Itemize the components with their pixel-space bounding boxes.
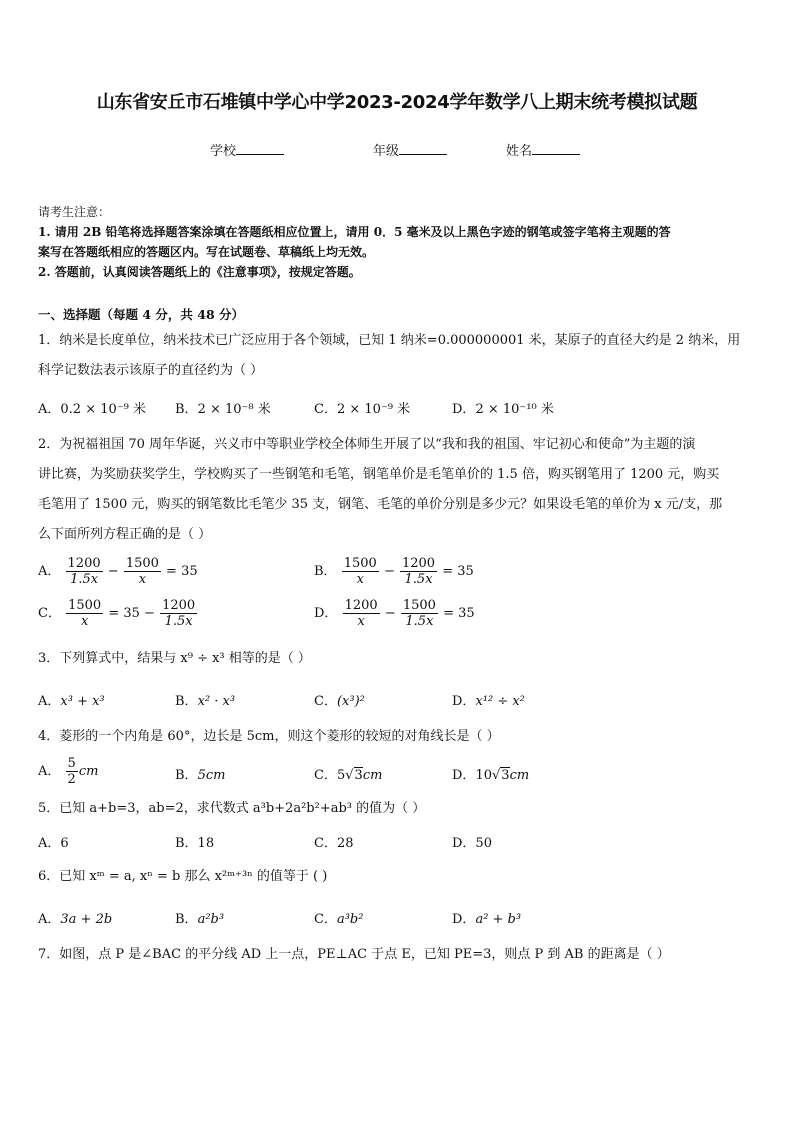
q1-option-c[interactable]	[314, 398, 410, 417]
q1-option-c-label: C．	[314, 402, 337, 417]
q1-option-b[interactable]	[175, 398, 271, 417]
radicand: 3	[501, 768, 510, 783]
grade-blank[interactable]	[399, 142, 447, 155]
q2-option-d-label: D．	[314, 606, 338, 621]
question-2-line-1: 2．为祝福祖国 70 周年华诞，兴义市中等职业学校全体师生开展了以“我和我的祖国、牢记初心和使命”为主题的演	[38, 437, 696, 452]
numerator: 1500	[125, 556, 159, 571]
fraction	[66, 598, 103, 629]
fraction	[66, 556, 103, 587]
denominator: 1.5x	[405, 614, 434, 629]
q4-option-c[interactable]	[314, 764, 382, 783]
name-field	[506, 140, 580, 159]
q6-option-a-label: A．	[38, 912, 61, 927]
q4-option-d-label: D．	[452, 768, 476, 783]
q3-option-c[interactable]	[314, 690, 365, 709]
notice-line-2: 案写在答题纸相应的答题区内。写在试题卷、草稿纸上均无效。	[38, 245, 375, 259]
minus-sign: −	[107, 564, 119, 579]
q3-option-d-value: x¹² ÷ x²	[475, 694, 525, 709]
question-4: 4．菱形的一个内角是 60°，边长是 5cm，则这个菱形的较短的对角线长是（ ）	[38, 729, 500, 744]
question-2-line-3: 毛笔用了 1500 元，购买的钢笔数比毛笔少 35 支，钢笔、毛笔的单价分别是多少元？如果设毛笔的单价为 x 元/支，那	[38, 497, 723, 512]
equals-35: = 35	[442, 564, 474, 579]
fraction	[400, 556, 437, 587]
q6-option-a[interactable]	[38, 908, 112, 927]
fraction	[160, 598, 197, 629]
coefficient: 10	[475, 768, 492, 783]
q3-option-a[interactable]	[38, 690, 105, 709]
q2-option-d[interactable]	[314, 598, 475, 629]
denominator: 1.5x	[70, 572, 99, 587]
q2-option-b-label: B．	[314, 564, 337, 579]
q3-option-b-value: x² · x³	[197, 694, 236, 709]
unit: cm	[509, 768, 530, 783]
question-6: 6．已知 xᵐ = a, xⁿ = b 那么 x²ᵐ⁺³ⁿ 的值等于 ( )	[38, 869, 328, 884]
q2-option-a-label: A．	[38, 564, 61, 579]
question-5: 5．已知 a+b=3，ab=2，求代数式 a³b+2a²b²+ab³ 的值为（ ）	[38, 801, 426, 816]
numerator: 1200	[401, 556, 436, 571]
q1-option-b-value: 2 × 10⁻⁸ 米	[197, 402, 271, 417]
numerator: 5	[67, 756, 76, 771]
grade-label: 年级	[373, 144, 400, 159]
q4-option-c-label: C．	[314, 768, 337, 783]
q4-option-b-label: B．	[175, 768, 198, 783]
name-blank[interactable]	[532, 142, 580, 155]
q6-option-d-label: D．	[452, 912, 476, 927]
q4-option-a[interactable]	[38, 756, 98, 787]
q1-option-c-value: 2 × 10⁻⁹ 米	[336, 402, 411, 417]
school-label: 学校	[210, 144, 237, 159]
q1-option-b-label: B．	[175, 402, 198, 417]
fraction	[401, 598, 438, 629]
q2-option-c-label: C．	[38, 606, 61, 621]
page-title: 山东省安丘市石堆镇中学心中学2023-2024学年数学八上期末统考模拟试题	[96, 92, 698, 113]
fraction	[343, 598, 380, 629]
numerator: 1500	[68, 598, 102, 613]
q3-option-b[interactable]	[175, 690, 235, 709]
minus-sign: −	[384, 606, 396, 621]
q2-option-c[interactable]	[38, 598, 198, 629]
numerator: 1200	[162, 598, 196, 613]
denominator: 1.5x	[164, 614, 193, 629]
q5-option-d[interactable]: D．50	[452, 836, 492, 851]
q3-option-d-label: D．	[452, 694, 476, 709]
notice-line-1: 1. 请用 2B 铅笔将选择题答案涂填在答题纸相应位置上，请用 0．5 毫米及以上黑色字迹的钢笔或签字笔将主观题的答	[38, 225, 671, 239]
q6-option-b-label: B．	[175, 912, 198, 927]
section-heading: 一、选择题（每题 4 分，共 48 分）	[38, 307, 245, 322]
q3-option-a-label: A．	[38, 694, 61, 709]
question-2-line-2: 讲比赛，为奖励获奖学生，学校购买了一些钢笔和毛笔，钢笔单价是毛笔单价的 1.5 倍，购买钢笔用了 1200 元，购买	[38, 467, 720, 482]
q4-option-b[interactable]	[175, 764, 225, 783]
q5-option-b[interactable]: B．18	[175, 836, 215, 851]
numerator: 1500	[343, 556, 377, 571]
denominator: x	[80, 614, 89, 629]
denominator: 1.5x	[404, 572, 433, 587]
q6-option-b[interactable]	[175, 908, 224, 927]
q6-option-c[interactable]	[314, 908, 363, 927]
unit: cm	[362, 768, 383, 783]
coefficient: 5	[336, 768, 346, 783]
equals-35: = 35	[443, 606, 475, 621]
question-1-line-1: 1．纳米是长度单位，纳米技术已广泛应用于各个领域，已知 1 纳米=0.000000001 米，某原子的直径大约是 2 纳米，用	[38, 333, 741, 348]
question-7: 7．如图，点 P 是∠BAC 的平分线 AD 上一点，PE⊥AC 于点 E，已知 PE=3，则点 P 到 AB 的距离是（ ）	[38, 947, 670, 962]
q3-option-a-value: x³ + x³	[60, 694, 105, 709]
unit: cm	[78, 764, 99, 779]
q6-option-c-value: a³b²	[336, 912, 364, 927]
denominator: x	[138, 572, 147, 587]
denominator: x	[357, 614, 365, 629]
q6-option-c-label: C．	[314, 912, 337, 927]
q3-option-c-value: (x³)²	[336, 694, 365, 709]
q6-option-b-value: a²b³	[197, 912, 225, 927]
q1-option-a[interactable]	[38, 398, 146, 417]
radicand: 3	[354, 768, 363, 783]
equals-35-minus: = 35 −	[108, 606, 155, 621]
notice-line-3: 2. 答题前，认真阅读答题纸上的《注意事项》，按规定答题。	[38, 265, 361, 279]
q6-option-d-value: a² + b³	[475, 912, 522, 927]
q1-option-a-value: 0.2 × 10⁻⁹ 米	[60, 402, 146, 417]
q4-option-b-value: 5cm	[197, 768, 226, 783]
school-blank[interactable]	[236, 142, 284, 155]
numerator: 1500	[402, 598, 436, 613]
q4-option-a-label: A．	[38, 764, 61, 779]
fraction	[124, 556, 161, 587]
q4-option-d[interactable]	[452, 764, 529, 783]
q1-option-d-value: 2 × 10⁻¹⁰ 米	[475, 402, 554, 417]
numerator: 1200	[344, 598, 378, 613]
sqrt-sign: √	[345, 768, 354, 783]
q3-option-d[interactable]	[452, 690, 525, 709]
question-3: 3．下列算式中，结果与 x⁹ ÷ x³ 相等的是（ ）	[38, 651, 311, 666]
q1-option-d-label: D．	[452, 402, 476, 417]
q2-option-b[interactable]	[314, 556, 474, 587]
q5-option-a[interactable]: A．6	[38, 836, 69, 851]
q6-option-a-value: 3a + 2b	[60, 912, 113, 927]
fraction	[66, 756, 78, 787]
minus-sign: −	[383, 564, 395, 579]
notice-head: 请考生注意：	[38, 205, 111, 219]
q3-option-c-label: C．	[314, 694, 337, 709]
denominator: x	[356, 572, 364, 587]
school-field	[210, 140, 284, 159]
fraction	[342, 556, 379, 587]
q5-option-c[interactable]: C．28	[314, 836, 354, 851]
sqrt-sign: √	[491, 768, 501, 783]
question-2-line-4: 么下面所列方程正确的是（ ）	[38, 527, 212, 542]
equals-35: = 35	[166, 564, 198, 579]
grade-field	[373, 140, 447, 159]
numerator: 1200	[67, 556, 101, 571]
name-label: 姓名	[506, 144, 533, 159]
q6-option-d[interactable]	[452, 908, 521, 927]
question-1-line-2: 科学记数法表示该原子的直径约为（ ）	[38, 363, 264, 378]
q3-option-b-label: B．	[175, 694, 198, 709]
q2-option-a[interactable]	[38, 556, 198, 587]
q1-option-a-label: A．	[38, 402, 61, 417]
denominator: 2	[67, 772, 76, 787]
q1-option-d[interactable]	[452, 398, 554, 417]
